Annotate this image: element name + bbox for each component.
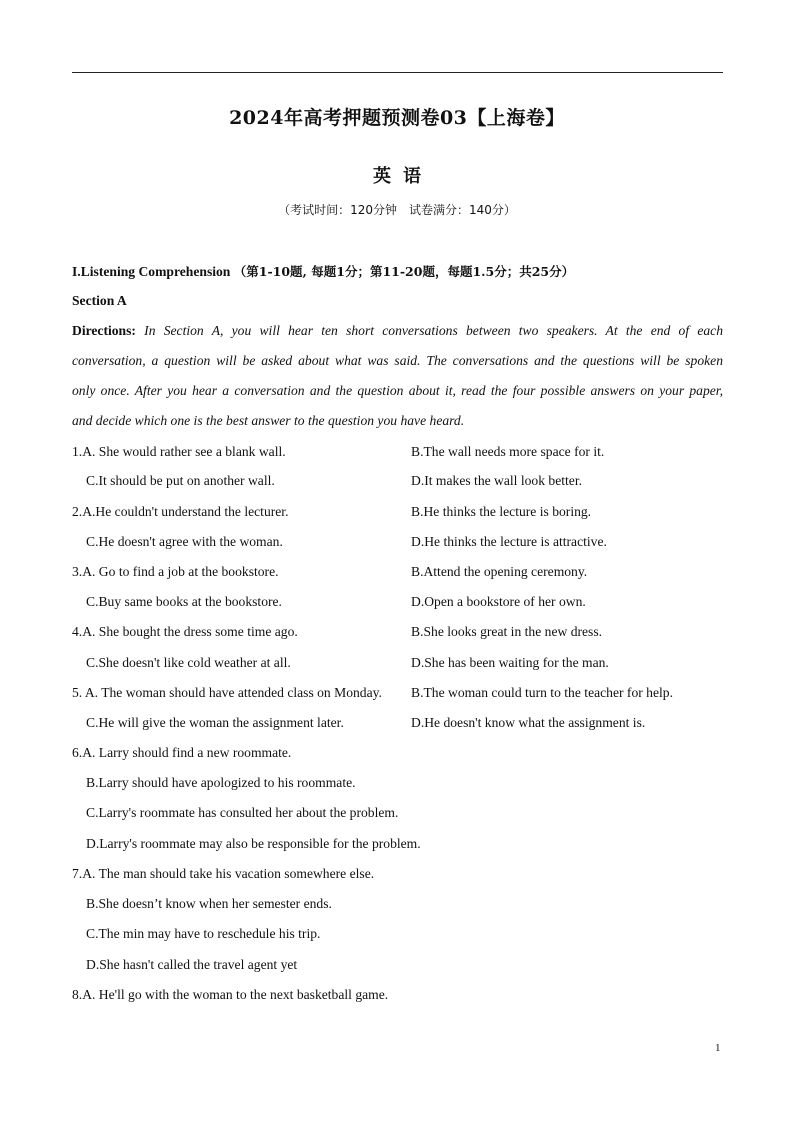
q7-option-a: 7.A. The man should take his vacation somewhere else.: [72, 866, 375, 881]
exam-title: 2024年高考押题预测卷03【上海卷】: [229, 107, 565, 129]
q3-option-b: B.Attend the opening ceremony.: [411, 564, 588, 579]
directions-line-2: conversation, a question will be asked about what was said. The conversations and the questions will be spoken: [72, 353, 723, 368]
q4-option-b: B.She looks great in the new dress.: [411, 624, 603, 639]
q8-option-a: 8.A. He'll go with the woman to the next basketball game.: [72, 987, 389, 1002]
q5-option-a: 5. A. The woman should have attended class on Monday.: [72, 685, 382, 700]
q5-option-d: D.He doesn't know what the assignment is.: [411, 715, 646, 730]
q4-option-a: 4.A. She bought the dress some time ago.: [72, 624, 298, 639]
q1-option-a: 1.A. She would rather see a blank wall.: [72, 444, 286, 459]
q6-option-d: D.Larry's roommate may also be responsible for the problem.: [86, 836, 421, 851]
q1-option-c: C.It should be put on another wall.: [86, 473, 275, 488]
q1-option-d: D.It makes the wall look better.: [411, 473, 583, 488]
q3-option-a: 3.A. Go to find a job at the bookstore.: [72, 564, 279, 579]
q3-option-d: D.Open a bookstore of her own.: [411, 594, 586, 609]
q6-option-a: 6.A. Larry should find a new roommate.: [72, 745, 292, 760]
q7-option-b: B.She doesn’t know when her semester ends.: [86, 896, 332, 911]
q4-option-d: D.She has been waiting for the man.: [411, 655, 609, 670]
q6-option-c: C.Larry's roommate has consulted her about the problem.: [86, 805, 399, 820]
q2-option-d: D.He thinks the lecture is attractive.: [411, 534, 607, 549]
q6-option-b: B.Larry should have apologized to his roommate.: [86, 775, 356, 790]
section-a-heading: Section A: [72, 293, 127, 308]
part-heading: [72, 262, 574, 280]
directions-line-4: and decide which one is the best answer to the question you have heard.: [72, 413, 465, 428]
header-rule: [72, 72, 723, 73]
subject-title: 英语: [373, 166, 433, 187]
q5-option-b: B.The woman could turn to the teacher for help.: [411, 685, 673, 700]
q3-option-c: C.Buy same books at the bookstore.: [86, 594, 282, 609]
q7-option-c: C.The min may have to reschedule his trip.: [86, 926, 321, 941]
directions-text-1: In Section A, you will hear ten short conversations between two speakers. At the end of each: [144, 323, 723, 338]
directions-line-3: only once. After you hear a conversation and the question about it, read the four possible answers on your paper,: [72, 383, 723, 398]
q2-option-b: B.He thinks the lecture is boring.: [411, 504, 592, 519]
directions-line-1: [72, 323, 723, 339]
q2-option-a: 2.A.He couldn't understand the lecturer.: [72, 504, 289, 519]
q5-option-c: C.He will give the woman the assignment later.: [86, 715, 344, 730]
part-points: （第1-10题, 每题1分；第11-20题，每题1.5分；共25分）: [233, 264, 575, 279]
exam-info: （考试时间：120分钟 试卷满分：140分）: [278, 203, 516, 217]
q1-option-b: B.The wall needs more space for it.: [411, 444, 605, 459]
directions-label: Directions:: [72, 323, 136, 338]
q2-option-c: C.He doesn't agree with the woman.: [86, 534, 283, 549]
page-number: 1: [715, 1042, 721, 1054]
q7-option-d: D.She hasn't called the travel agent yet: [86, 957, 298, 972]
part-title: I.Listening Comprehension: [72, 264, 231, 279]
q4-option-c: C.She doesn't like cold weather at all.: [86, 655, 291, 670]
